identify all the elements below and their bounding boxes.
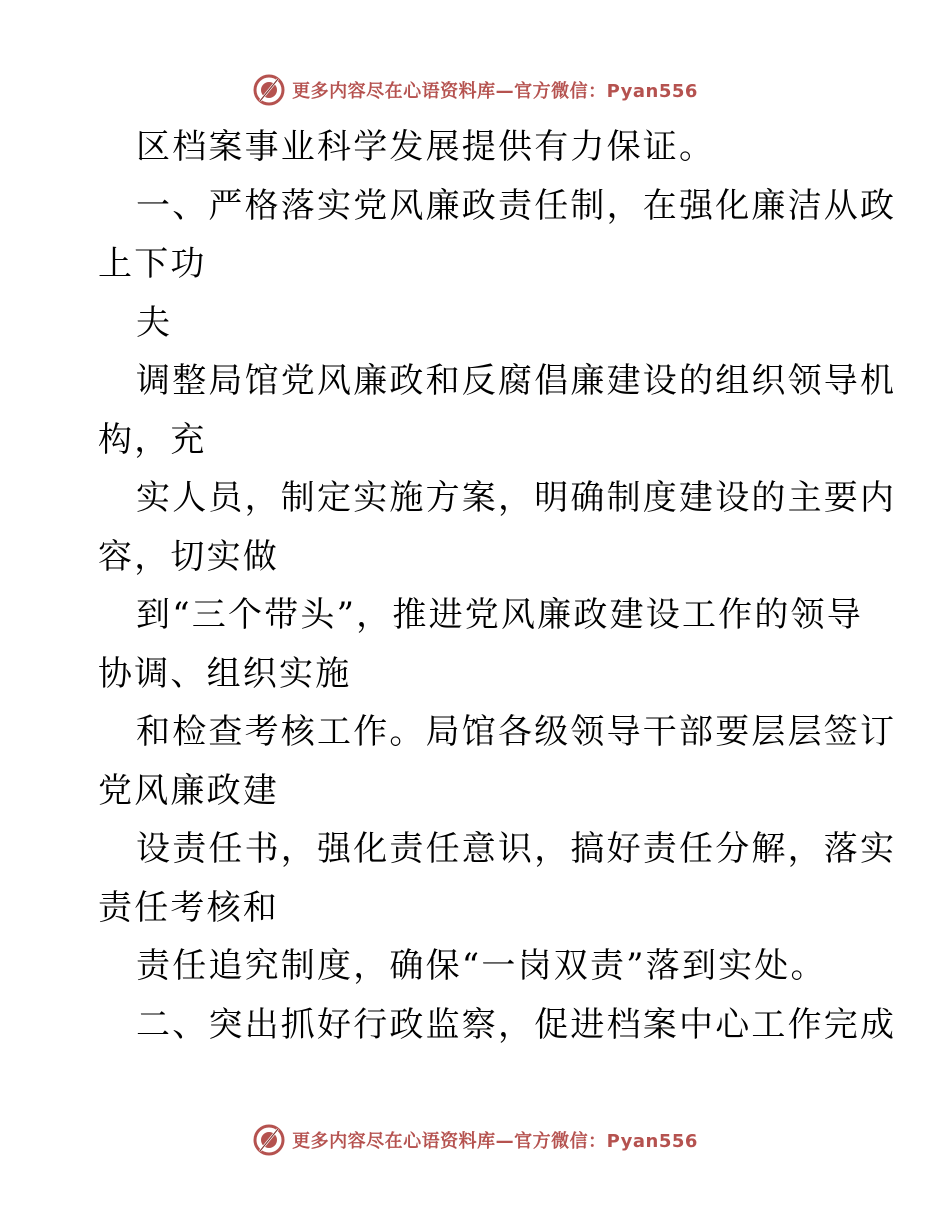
text-line: 实人员，制定实施方案，明确制度建设的主要内 bbox=[136, 478, 897, 518]
pen-logo-icon bbox=[252, 1123, 286, 1157]
text-line: 调整局馆党风廉政和反腐倡廉建设的组织领导机 bbox=[136, 361, 897, 401]
watermark-wechat-text: 官方微信：Pyan556 bbox=[514, 1131, 698, 1152]
document-body bbox=[98, 118, 897, 1054]
watermark-separator: — bbox=[495, 1131, 515, 1152]
header-watermark bbox=[0, 70, 950, 110]
text-line: 党风廉政建 bbox=[98, 770, 279, 811]
text-line: 区档案事业科学发展提供有力保证。 bbox=[136, 127, 716, 167]
pen-logo-icon bbox=[252, 73, 286, 107]
text-line: 到“三个带头”，推进党风廉政建设工作的领导 bbox=[136, 595, 863, 635]
text-line: 责任追究制度，确保“一岗双责”落到实处。 bbox=[136, 946, 827, 986]
text-line: 夫 bbox=[136, 302, 173, 343]
section-heading-2: 二、突出抓好行政监察，促进档案中心工作完成 bbox=[136, 1004, 897, 1045]
text-line: 容，切实做 bbox=[98, 536, 279, 577]
text-line: 协调、组织实施 bbox=[98, 653, 352, 694]
text-line: 构，充 bbox=[98, 419, 207, 460]
watermark-brand bbox=[252, 1123, 698, 1157]
text-line: 上下功 bbox=[98, 244, 207, 284]
watermark-site-text: 更多内容尽在心语资料库 bbox=[292, 81, 496, 102]
footer-watermark bbox=[0, 1120, 950, 1160]
section-heading-1: 一、严格落实党风廉政责任制，在强化廉洁从政 bbox=[136, 185, 897, 226]
watermark-brand bbox=[252, 73, 698, 107]
text-line: 责任考核和 bbox=[98, 887, 279, 928]
text-line: 和检查考核工作。局馆各级领导干部要层层签订 bbox=[136, 712, 897, 752]
watermark-site-text: 更多内容尽在心语资料库 bbox=[292, 1131, 496, 1152]
watermark-wechat-text: 官方微信：Pyan556 bbox=[514, 81, 698, 102]
text-line: 设责任书，强化责任意识，搞好责任分解，落实 bbox=[136, 829, 897, 869]
watermark-separator: — bbox=[495, 81, 515, 102]
